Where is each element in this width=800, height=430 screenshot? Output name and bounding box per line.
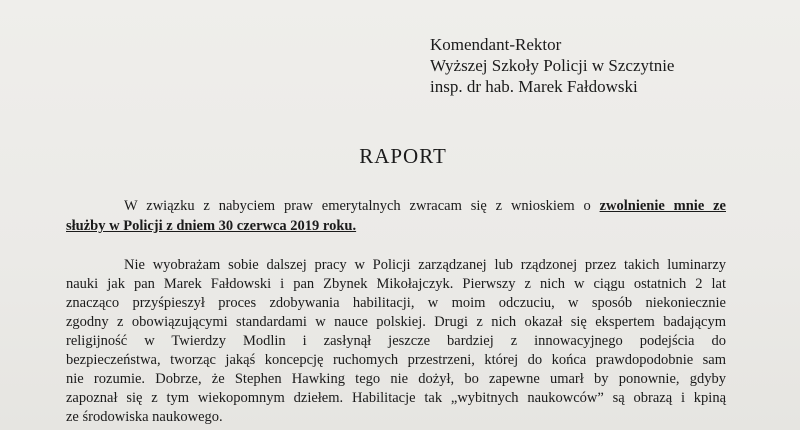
addressee-institution: Wyższej Szkoły Policji w Szczytnie (430, 56, 675, 75)
body-line: nauki jak pan Marek Fałdowski i pan Zbynek Mikołajczyk. Pierwszy z nich w ciągu ostatnich 2 lat (66, 276, 726, 292)
body-line: Nie wyobrażam sobie dalszej pracy w Policji zarządzanej lub rządzonej przez takich luminarzy (124, 257, 726, 273)
document-title: RAPORT (359, 144, 447, 168)
request-emphasis-start: zwolnienie mnie ze (599, 198, 726, 214)
addressee-block (430, 34, 674, 97)
request-text: W związku z nabyciem praw emerytalnych zwracam się z wnioskiem o (124, 198, 600, 214)
body-line: ze środowiska naukowego. (66, 409, 223, 425)
addressee-name: insp. dr hab. Marek Fałdowski (430, 77, 638, 96)
body-paragraph (66, 256, 726, 427)
addressee-title: Komendant-Rektor (430, 35, 562, 54)
body-line: nie rozumie. Dobrze, że Stephen Hawking tego nie dożył, bo zapewne umarł by ponownie, gdyby (66, 371, 726, 387)
request-line-2 (66, 216, 726, 236)
body-line: bezpieczeństwa, tworząc jakąś koncepcję ruchomych przestrzeni, której do końca prawdopodobnie sam (66, 352, 726, 368)
body-line: religijność w Twierdzy Modlin i zasłynął jeszcze bardziej z innowacyjnego podejścia do (66, 333, 726, 349)
request-line-1 (66, 196, 726, 216)
body-line: znacząco przyśpieszył proces zdobywania habilitacji, w moim odczuciu, w sposób niekoniecznie (66, 295, 726, 311)
request-paragraph (66, 196, 726, 236)
body-line: zgodny z obowiązującymi standardami w nauce polskiej. Drugi z nich okazał się ekspertem badającym (66, 314, 726, 330)
body-line: zapoznał się z tym wiekopomnym dziełem. Habilitacje tak „wybitnych naukowców” są obrazą i kpiną (66, 390, 726, 406)
request-emphasis-end: służby w Policji z dniem 30 czerwca 2019 roku. (66, 218, 357, 234)
